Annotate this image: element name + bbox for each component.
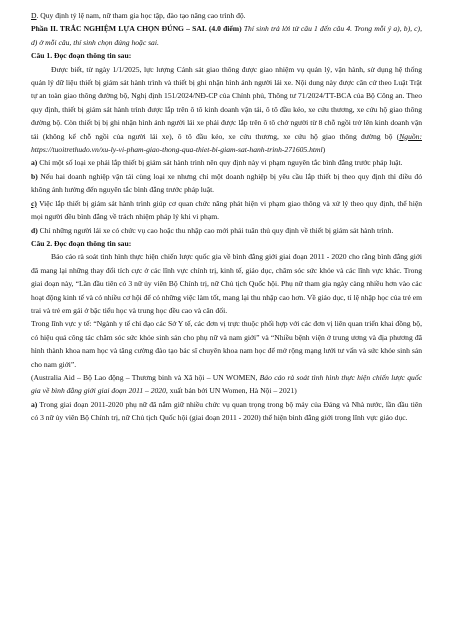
q1-option-c-label: c): [31, 198, 37, 208]
q1-option-c: [31, 197, 422, 224]
q2-citation-title: Báo cáo rà soát tình hình thực hiện chiến lược quốc gia về bình đẳng giới giai đoạn 2011 – 2020: [31, 372, 422, 396]
question-2-passage: Báo cáo rà soát tình hình thực hiện chiến lược quốc gia về bình đẳng giới giai đoạn 2011 - 2020 cho rằng bình đẳng giới đã mang lại những thay đổi tích cực ở các lĩnh vực chính trị, kinh tế, giáo dục, chăm sóc sức khỏe và các lĩnh vực khác. Trong giai đoạn này, “Lần đầu tiên có 3 nữ ủy viên Bộ Chính trị, nữ Chủ tịch Quốc hội. Phụ nữ tham gia ngày càng nhiều hơn vào các hoạt động kinh tế và có nhiều cơ hội để có những việc làm tốt, mang lại thu nhập cao hơn. Về giáo dục, tỉ lệ nhập học của trẻ em trai và trẻ em gái ở bậc tiểu học và trung học đều cao và cân đối.: [31, 252, 422, 315]
q1-option-a-label: a): [31, 158, 38, 168]
q1-option-b-text: Nếu hai doanh nghiệp vận tải cùng loại xe nhưng chỉ một doanh nghiệp bị yêu cầu lắp thiết bị theo quy định thì điều đó không ảnh hưởng đến nguyên tắc bình đẳng trước pháp luật.: [31, 171, 422, 195]
q1-option-d: [31, 224, 422, 237]
question-2-title: Câu 2. Đọc đoạn thông tin sau:: [31, 238, 132, 248]
part-2-heading: [31, 22, 422, 49]
option-d-text: . Quy định tỷ lệ nam, nữ tham gia học tập, đào tạo nâng cao trình độ.: [36, 11, 246, 20]
q1-option-d-label: d): [31, 225, 38, 235]
question-2-citation: [31, 371, 422, 398]
question-1-passage: [31, 63, 422, 157]
previous-option-d: [31, 9, 422, 22]
q2-citation-start: (Australia Aid – Bộ Lao động – Thương binh và Xã hội – UN WOMEN,: [31, 372, 260, 382]
q2-option-a-text: Trong giai đoạn 2011-2020 phụ nữ đã nắm giữ nhiều chức vụ quan trọng trong bộ máy của Đảng và Nhà nước, lần đầu tiên có 3 nữ ủy viên Bộ Chính trị, nữ Chủ tịch Quốc hội (giai đoạn 2011 - 2020) thể hiện bình đẳng giới trong lĩnh vực giáo dục.: [31, 399, 422, 423]
option-letter-d: D: [31, 11, 37, 20]
q1-source-close: ): [322, 145, 326, 155]
part-2-title: Phần II. TRẮC NGHIỆM LỰA CHỌN ĐÚNG – SAI. (4.0 điểm): [31, 24, 244, 34]
q1-source-label: Nguồn:: [399, 131, 422, 141]
q2-option-a-label: a): [31, 399, 38, 409]
q1-option-a: [31, 156, 422, 169]
q2-option-a: [31, 398, 422, 425]
q1-option-b-label: b): [31, 171, 38, 181]
q2-citation-end: , xuất bản bởi UN Women, Hà Nội – 2021): [165, 386, 297, 396]
q1-passage-text: Được biết, từ ngày 1/1/2025, lực lượng Cảnh sát giao thông được giao nhiệm vụ quản lý, vận hành, sử dụng hệ thống quản lý dữ liệu thiết bị giám sát hành trình và thiết bị ghi nhận hình ảnh người lái xe. Nội dung này được căn cứ theo Luật Trật tự an toàn giao thông đường bộ, Nghị định 151/2024/NĐ-CP của Chính phủ, Thông tư 71/2024/TT-BCA của Bộ Công an. Theo quy định, thiết bị giám sát hành trình được lắp trên ô tô kinh doanh vận tải, ô tô đầu kéo, xe cứu thương, xe cứu hộ giao thông đường bộ. Còn thiết bị bị ghi nhận hình ảnh người lái xe phải được lắp trên ô tô chở người từ 8 chỗ ngồi trở lên kinh doanh vận tải (không kể chỗ ngồi của người lái xe), ô tô đầu kéo, xe cứu thương, xe cứu hộ giao thông đường bộ (: [31, 64, 422, 141]
q1-option-c-text: Việc lắp thiết bị giám sát hành trình giúp cơ quan chức năng phát hiện vi phạm giao thông và xử lý theo quy định, thể hiện mọi người đều bình đẳng về trách nhiệm pháp lý khi vi phạm.: [31, 198, 422, 222]
question-1-title: Câu 1. Đọc đoạn thông tin sau:: [31, 51, 132, 61]
question-2-health-passage: Trong lĩnh vực y tế: “Ngành y tế chỉ đạo các Sở Y tế, các đơn vị trực thuộc phối hợp với các đơn vị liên quan triển khai đồng bộ, có hiệu quả công tác chăm sóc sức khỏe sinh sản cho phụ nữ và nam giới” và “Nhiều bệnh viện ở trung ương và địa phương đã hình thành khoa nam học và tăng cường đào tạo bác sĩ chuyên khoa nam học để mở rộng mạng lưới tư vấn và sức khỏe sinh sản cho nam giới”.: [31, 319, 422, 369]
q1-source-url: https://tuoitrethudo.vn/xu-ly-vi-pham-giao-thong-qua-thiet-bi-giam-sat-hanh-trinh-271605.html: [31, 145, 323, 155]
q1-option-b: [31, 170, 422, 197]
q1-option-a-text: Chỉ một số loại xe phải lắp thiết bị giám sát hành trình nên quy định này vi phạm nguyên tắc bình đẳng trước pháp luật.: [37, 158, 403, 168]
q1-option-d-text: Chỉ những người lái xe có chức vụ cao hoặc thu nhập cao mới phải tuân thủ quy định về thiết bị giám sát hành trình.: [37, 225, 394, 235]
part-2-instruction: Thí sinh trả lời từ câu 1 đến câu 4. Trong mỗi ý a), b), c), d) ở mỗi câu, thí sinh chọn đúng hoặc sai.: [31, 24, 422, 47]
